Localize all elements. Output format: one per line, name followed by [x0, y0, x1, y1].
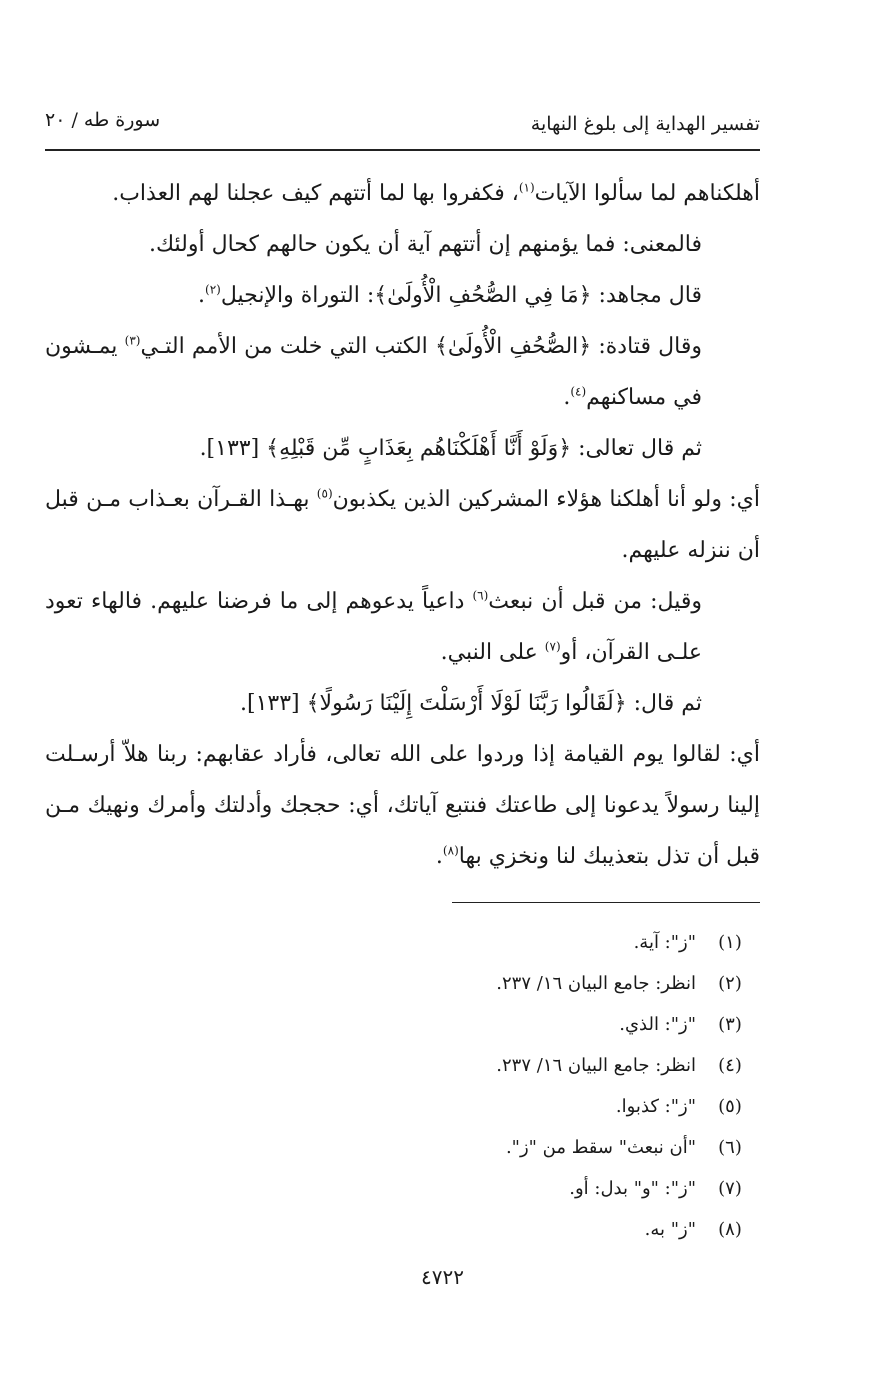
quran-verse: ﴿وَلَوْ أَنَّا أَهْلَكْنَاهُم بِعَذَابٍ مِّن قَبْلِهِ﴾: [266, 436, 572, 461]
footnote-text: "أن نبعث" سقط من "ز".: [505, 1137, 696, 1158]
page-number: ٤٧٢٢: [421, 1265, 464, 1289]
footnote-item: [45, 922, 750, 963]
footnote-text: انظر: جامع البيان ١٦/ ٢٣٧.: [496, 973, 696, 994]
footnote-item: [45, 1004, 750, 1045]
footnote-item: [45, 1086, 750, 1127]
footnotes: [45, 922, 750, 1250]
footnote-ref: (٣): [124, 333, 141, 348]
footnote-item: [45, 1168, 750, 1209]
footnote-text: "ز": "و" بدل: أو.: [569, 1178, 696, 1199]
footnote-rule: [452, 902, 760, 903]
footnote-item: [45, 963, 750, 1004]
paragraph: فالمعنى: فما يؤمنهم إن أتتهم آية أن يكون حالهم كحال أولئك.: [149, 232, 702, 257]
footnote-ref: (٨): [442, 843, 459, 858]
footnote-ref: (٥): [316, 486, 333, 501]
footnote-number: (٧): [718, 1178, 742, 1199]
footnote-number: (٢): [718, 973, 742, 994]
footnote-number: (٣): [718, 1014, 742, 1035]
header-rule: [45, 149, 760, 151]
quran-verse: ﴿مَا فِي الصُّحُفِ الْأُولَىٰ﴾: [374, 283, 592, 308]
book-title: تفسير الهداية إلى بلوغ النهاية: [530, 113, 760, 135]
paragraph: أي: ولو أنا أهلكنا هؤلاء المشركين الذين يكذبون$^{(٥)}$ بهـذا القـرآن بعـذاب مـن قبل أن ننزله عليهم.: [45, 486, 760, 563]
main-text: [45, 168, 760, 882]
footnote-text: انظر: جامع البيان ١٦/ ٢٣٧.: [496, 1055, 696, 1076]
footnote-number: (٥): [718, 1096, 742, 1117]
footnote-text: "ز": الذي.: [619, 1014, 696, 1035]
footnote-ref: (٦): [472, 588, 489, 603]
footnote-number: (٤): [718, 1055, 742, 1076]
footnote-ref: (٢): [205, 282, 221, 297]
footnote-item: [45, 1127, 750, 1168]
footnote-number: (٨): [718, 1219, 742, 1240]
surah-label: سورة طه / ٢٠: [45, 109, 161, 131]
quran-verse: ﴿لَقَالُوا رَبَّنَا لَوْلَا أَرْسَلْتَ إِلَيْنَا رَسُولًا﴾: [306, 691, 627, 716]
footnote-ref: (٤): [570, 384, 587, 399]
footnote-text: "ز": كذبوا.: [615, 1096, 696, 1117]
footnote-item: [45, 1209, 750, 1250]
paragraph: ثم قال: ﴿لَقَالُوا رَبَّنَا لَوْلَا أَرْسَلْتَ إِلَيْنَا رَسُولًا﴾ [١٣٣].: [240, 691, 702, 716]
paragraph: أي: لقالوا يوم القيامة إذا وردوا على الله تعالى، فأراد عقابهم: ربنا هلاّ أرسـلت إلينا رسولاً يدعونا إلى طاعتك فنتبع آياتك، أي: حججك وأدلتك وأمرك ونهيك مـن قبل أن تذل بتعذيبك لنا ونخزي بها$^{(٨)}$.: [45, 742, 760, 869]
paragraph: وقال قتادة: ﴿الصُّحُفِ الْأُولَىٰ﴾ الكتب التي خلت من الأمم التـي$^{(٣)}$ يمـشون في مساكنهم$^{(٤)}$.: [45, 333, 702, 410]
footnote-number: (١): [718, 932, 742, 953]
footnote-text: "ز" به.: [644, 1219, 696, 1240]
paragraph: ثم قال تعالى: ﴿وَلَوْ أَنَّا أَهْلَكْنَاهُم بِعَذَابٍ مِّن قَبْلِهِ﴾ [١٣٣].: [199, 436, 702, 461]
footnote-text: "ز": آية.: [633, 932, 696, 953]
footnote-ref: (٧): [544, 639, 561, 654]
paragraph: قال مجاهد: ﴿مَا فِي الصُّحُفِ الْأُولَىٰ﴾: التوراة والإنجيل$^{(٢)}$.: [198, 282, 702, 308]
footnote-item: [45, 1045, 750, 1086]
quran-verse: ﴿الصُّحُفِ الْأُولَىٰ﴾: [435, 334, 592, 359]
running-header: [45, 103, 760, 147]
footnote-number: (٦): [718, 1137, 742, 1158]
paragraph: وقيل: من قبل أن نبعث$^{(٦)}$ داعياً يدعوهم إلى ما فرضنا عليهم. فالهاء تعود علـى القرآن، أو$^{(٧)}$ على النبي.: [45, 588, 703, 665]
footnote-ref: (١): [518, 180, 535, 195]
paragraph: أهلكناهم لما سألوا الآيات$^{(١)}$، فكفروا بها لما أتتهم كيف عجلنا لهم العذاب.: [112, 180, 760, 206]
